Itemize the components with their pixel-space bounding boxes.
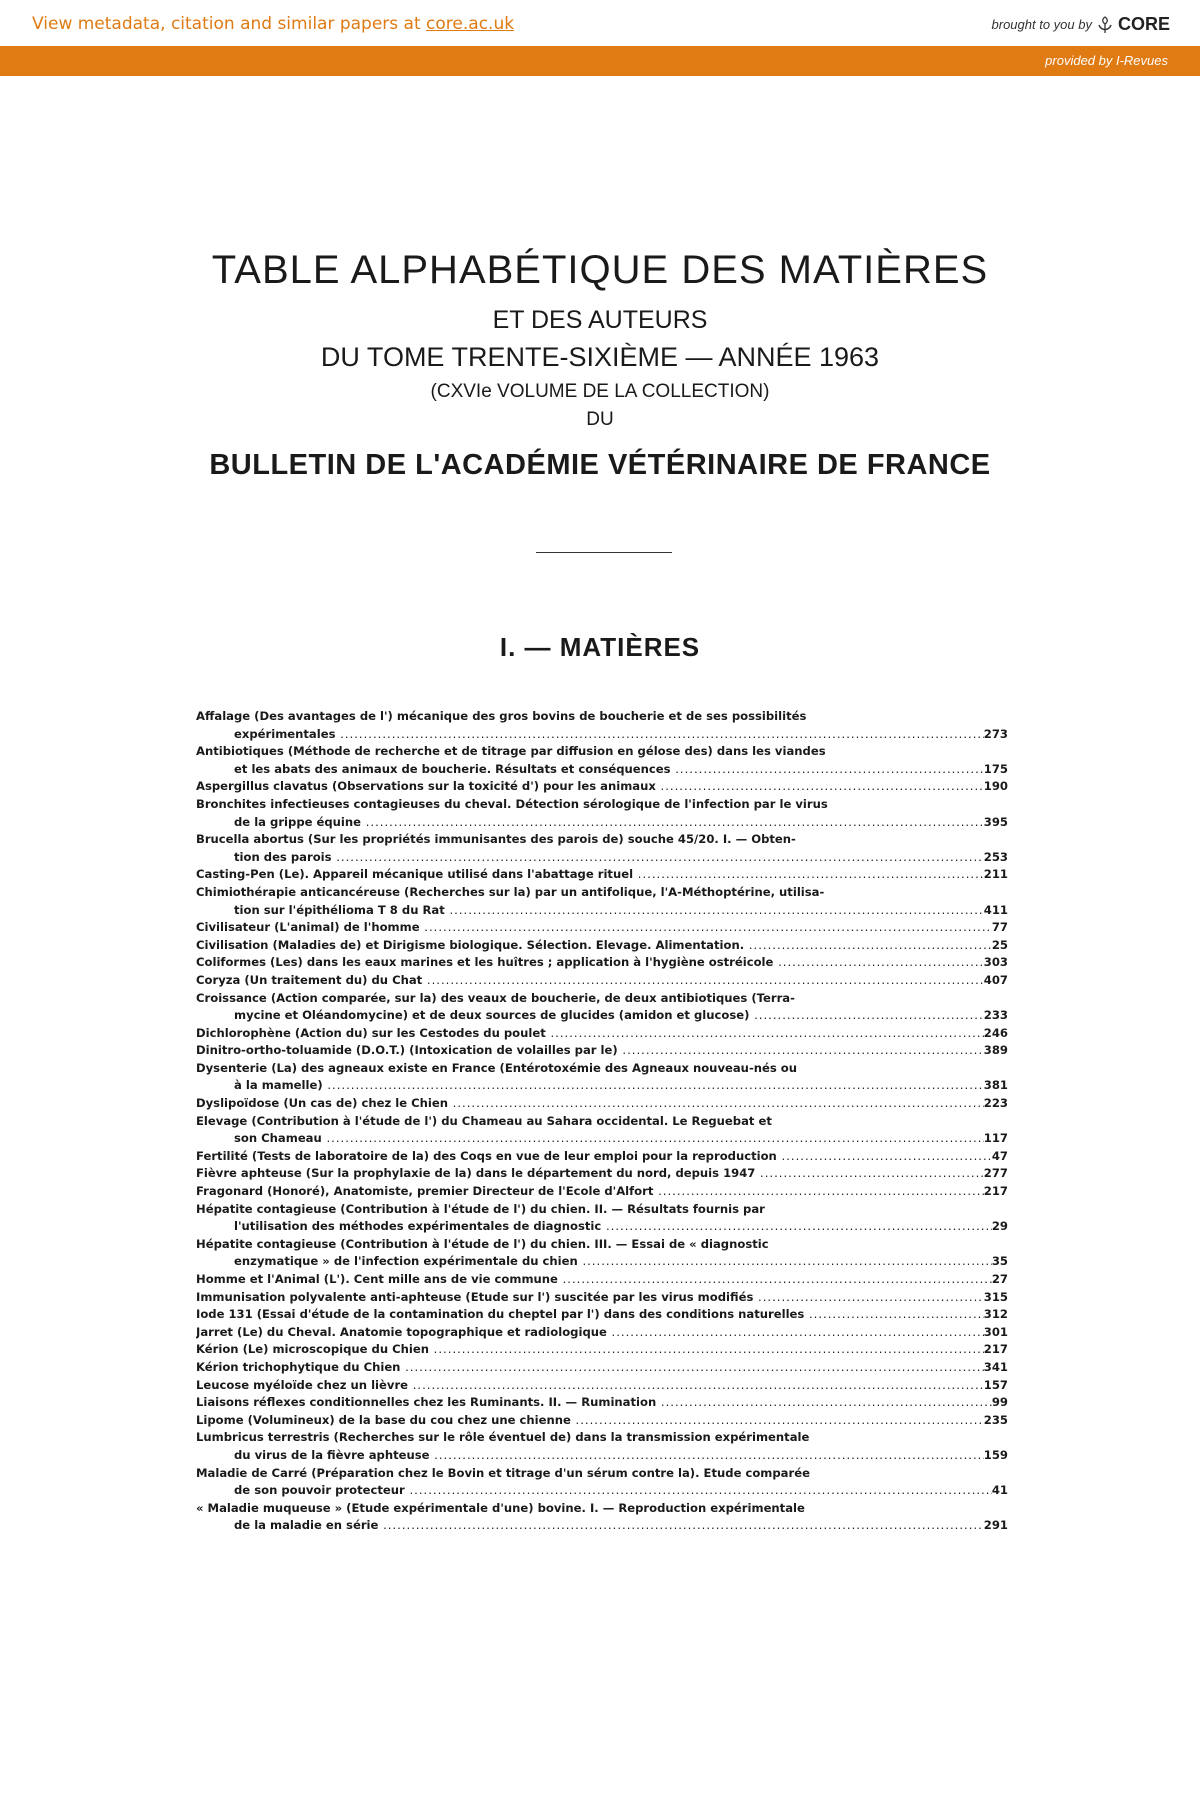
entry-page-number: 41 — [991, 1483, 1008, 1498]
index-entry — [196, 1113, 1008, 1148]
entry-text: Fragonard (Honoré), Anatomiste, premier Directeur de l'Ecole d'Alfort ..... — [196, 1183, 984, 1201]
entry-last-line — [196, 761, 1008, 779]
entry-page-number: 117 — [983, 1131, 1008, 1146]
index-entry — [196, 1324, 1008, 1342]
entry-page-number: 411 — [983, 902, 1008, 917]
entry-last-line — [196, 954, 1008, 972]
entry-page-number: 235 — [983, 1412, 1008, 1427]
entry-text: Dichlorophène (Action du) sur les Cestodes du poulet ..... — [196, 1025, 984, 1043]
entry-last-line — [196, 1447, 1008, 1465]
entry-text: Fertilité (Tests de laboratoire de la) des Coqs en vue de leur emploi pour la reproduction ..... — [196, 1148, 992, 1166]
entry-page-number: 223 — [983, 1096, 1008, 1111]
core-logo-icon — [1096, 15, 1114, 35]
index-entry — [196, 972, 1008, 990]
index-entry — [196, 1095, 1008, 1113]
provider-text[interactable]: provided by I-Revues — [1045, 53, 1168, 68]
entry-last-line — [196, 1377, 1008, 1395]
entry-first-line: « Maladie muqueuse » (Etude expérimentale d'une) bovine. I. — Reproduction expérimentale — [196, 1500, 805, 1515]
index-entry — [196, 1165, 1008, 1183]
entry-page-number: 175 — [983, 761, 1008, 776]
entry-page-number: 277 — [983, 1166, 1008, 1181]
entry-text: Coliformes (Les) dans les eaux marines et les huîtres ; application à l'hygiène ostréicole ..... — [196, 954, 984, 972]
entry-page-number: 211 — [983, 867, 1008, 882]
entry-page-number: 47 — [991, 1148, 1008, 1163]
index-entry — [196, 990, 1008, 1025]
entry-first-line: Hépatite contagieuse (Contribution à l'étude de l') du chien. II. — Résultats fournis par — [196, 1201, 765, 1216]
entry-text: Kérion (Le) microscopique du Chien ..... — [196, 1341, 984, 1359]
entry-first-line: Elevage (Contribution à l'étude de l') du Chameau au Sahara occidental. Le Reguebat et — [196, 1113, 772, 1128]
index-entry — [196, 1465, 1008, 1500]
entry-text: Immunisation polyvalente anti-aphteuse (Etude sur l') suscitée par les virus modifiés ..... — [196, 1289, 984, 1307]
index-entry — [196, 778, 1008, 796]
entry-last-line — [196, 1306, 1008, 1324]
entry-text: Lipome (Volumineux) de la base du cou chez une chienne ..... — [196, 1412, 984, 1430]
entry-last-line — [196, 1148, 1008, 1166]
entry-text: tion sur l'épithélioma T 8 du Rat ..... — [196, 902, 984, 920]
entry-last-line — [196, 1095, 1008, 1113]
brought-text: brought to you by — [991, 17, 1092, 32]
entry-last-line — [196, 1324, 1008, 1342]
index-entry — [196, 884, 1008, 919]
entry-text: à la mamelle) ..... — [196, 1077, 984, 1095]
entry-page-number: 291 — [983, 1518, 1008, 1533]
entry-text: Leucose myéloïde chez un lièvre ..... — [196, 1377, 984, 1395]
entry-first-line: Bronchites infectieuses contagieuses du cheval. Détection sérologique de l'infection par le virus — [196, 796, 828, 811]
entry-last-line — [196, 1165, 1008, 1183]
index-entry — [196, 1060, 1008, 1095]
section-title: I. — MATIÈRES — [499, 632, 701, 662]
entry-text: Dyslipoïdose (Un cas de) chez le Chien ..... — [196, 1095, 984, 1113]
entry-page-number: 246 — [983, 1025, 1008, 1040]
entry-text: de son pouvoir protecteur ..... — [196, 1482, 992, 1500]
index-entry — [196, 1377, 1008, 1395]
entry-last-line — [196, 1183, 1008, 1201]
entry-last-line — [196, 1218, 1008, 1236]
entry-text: enzymatique » de l'infection expérimentale du chien ..... — [196, 1253, 992, 1271]
entry-text: expérimentales ..... — [196, 726, 984, 744]
entry-page-number: 312 — [983, 1307, 1008, 1322]
entry-last-line — [196, 1130, 1008, 1148]
metadata-text: View metadata, citation and similar papers at — [32, 14, 427, 34]
subtitle-authors: ET DES AUTEURS — [492, 306, 708, 334]
entry-text: Liaisons réflexes conditionnelles chez les Ruminants. II. — Rumination ..... — [196, 1394, 992, 1412]
index-entry — [196, 1359, 1008, 1377]
entry-text: Fièvre aphteuse (Sur la prophylaxie de la) dans le département du nord, depuis 1947 ..... — [196, 1165, 984, 1183]
entry-page-number: 395 — [983, 814, 1008, 829]
entry-last-line — [196, 1077, 1008, 1095]
entry-last-line — [196, 726, 1008, 744]
entry-text: mycine et Oléandomycine) et de deux sources de glucides (amidon et glucose) ..... — [196, 1007, 984, 1025]
index-entry — [196, 1289, 1008, 1307]
entry-page-number: 303 — [983, 955, 1008, 970]
entry-last-line — [196, 972, 1008, 990]
index-entry — [196, 954, 1008, 972]
index-entry — [196, 1025, 1008, 1043]
entry-text: Coryza (Un traitement du) du Chat ..... — [196, 972, 984, 990]
entry-page-number: 253 — [983, 849, 1008, 864]
entry-text: Aspergillus clavatus (Observations sur la toxicité d') pour les animaux ..... — [196, 778, 984, 796]
entry-page-number: 27 — [991, 1272, 1008, 1286]
entry-text: Civilisateur (L'animal) de l'homme ..... — [196, 919, 992, 937]
index-entry — [196, 1183, 1008, 1201]
entry-last-line — [196, 902, 1008, 920]
entry-last-line — [196, 1359, 1008, 1377]
index-entry — [196, 866, 1008, 884]
provider-bar — [0, 46, 1200, 76]
entry-last-line — [196, 814, 1008, 832]
core-banner — [0, 0, 1200, 46]
entry-text: Dinitro-ortho-toluamide (D.O.T.) (Intoxication de volailles par le) ..... — [196, 1042, 984, 1060]
entry-text: tion des parois ..... — [196, 849, 984, 867]
subtitle-du: DU — [586, 409, 614, 430]
index-entry — [196, 1042, 1008, 1060]
entry-text: de la maladie en série ..... — [196, 1517, 984, 1535]
entry-page-number: 190 — [983, 779, 1008, 794]
entry-text: du virus de la fièvre aphteuse ..... — [196, 1447, 984, 1465]
entry-text: Casting-Pen (Le). Appareil mécanique utilisé dans l'abattage rituel ..... — [196, 866, 984, 884]
index-entry — [196, 1412, 1008, 1430]
entry-text: de la grippe équine ..... — [196, 814, 984, 832]
entry-text: Kérion trichophytique du Chien ..... — [196, 1359, 984, 1377]
entry-last-line — [196, 919, 1008, 937]
entry-page-number: 233 — [983, 1008, 1008, 1023]
entry-page-number: 159 — [983, 1447, 1008, 1462]
entry-first-line: Brucella abortus (Sur les propriétés immunisantes des parois de) souche 45/20. I. — Obten- — [196, 832, 796, 847]
entry-last-line — [196, 778, 1008, 796]
index-entry — [196, 1394, 1008, 1412]
entry-page-number: 407 — [983, 972, 1008, 987]
entry-first-line: Affalage (Des avantages de l') mécanique des gros bovins de boucherie et de ses possibilités — [196, 709, 807, 723]
entry-page-number: 217 — [983, 1342, 1008, 1357]
divider — [536, 552, 672, 553]
entry-page-number: 25 — [991, 937, 1008, 952]
subtitle-volume: (CXVIe VOLUME DE LA COLLECTION) — [430, 381, 770, 402]
index-entry — [196, 831, 1008, 866]
core-logo-text[interactable]: CORE — [1117, 14, 1170, 34]
entry-first-line: Lumbricus terrestris (Recherches sur le rôle éventuel de) dans la transmission expérimentale — [196, 1430, 810, 1445]
index-entry — [196, 1500, 1008, 1535]
entry-last-line — [196, 1007, 1008, 1025]
index-entry — [196, 919, 1008, 937]
bulletin-title: BULLETIN DE L'ACADÉMIE VÉTÉRINAIRE DE FRANCE — [209, 449, 991, 481]
entry-page-number: 301 — [983, 1324, 1008, 1339]
entry-page-number: 99 — [991, 1395, 1008, 1410]
entry-first-line: Maladie de Carré (Préparation chez le Bovin et titrage d'un sérum contre la). Etude comparée — [196, 1465, 810, 1480]
entry-page-number: 77 — [991, 920, 1008, 935]
entry-text: l'utilisation des méthodes expérimentales de diagnostic ..... — [196, 1218, 992, 1236]
core-link[interactable]: core.ac.uk — [426, 14, 515, 34]
entry-last-line — [196, 1482, 1008, 1500]
index-entry — [196, 1429, 1008, 1464]
entry-page-number: 341 — [983, 1359, 1008, 1374]
entry-last-line — [196, 1394, 1008, 1412]
entry-text: Homme et l'Animal (L'). Cent mille ans de vie commune ..... — [196, 1271, 992, 1289]
index-entry — [196, 796, 1008, 831]
entry-last-line — [196, 1412, 1008, 1430]
entry-last-line — [196, 1289, 1008, 1307]
index-entry — [196, 1236, 1008, 1271]
subtitle-tome: DU TOME TRENTE-SIXIÈME — ANNÉE 1963 — [320, 342, 880, 372]
entry-last-line — [196, 1253, 1008, 1271]
entry-last-line — [196, 866, 1008, 884]
entry-first-line: Antibiotiques (Méthode de recherche et de titrage par diffusion en gélose des) dans les viandes — [196, 744, 826, 759]
index-entry — [196, 1148, 1008, 1166]
entry-text: Civilisation (Maladies de) et Dirigisme biologique. Sélection. Elevage. Alimentation. ..... — [196, 937, 992, 955]
entry-page-number: 381 — [983, 1078, 1008, 1093]
entry-first-line: Croissance (Action comparée, sur la) des veaux de boucherie, de deux antibiotiques (Terra- — [196, 990, 795, 1005]
entry-first-line: Chimiothérapie anticancéreuse (Recherches sur la) par un antifolique, l'A-Méthoptérine, utilisa- — [196, 884, 825, 899]
entry-text: son Chameau ..... — [196, 1130, 984, 1148]
index-entry — [196, 708, 1008, 743]
entry-page-number: 315 — [983, 1289, 1008, 1304]
entry-page-number: 157 — [983, 1377, 1008, 1392]
index-entry — [196, 1341, 1008, 1359]
entry-last-line — [196, 1025, 1008, 1043]
entry-page-number: 217 — [983, 1184, 1008, 1199]
entry-last-line — [196, 1341, 1008, 1359]
main-title: TABLE ALPHABÉTIQUE DES MATIÈRES — [211, 248, 989, 292]
entry-last-line — [196, 849, 1008, 867]
entry-text: et les abats des animaux de boucherie. Résultats et conséquences ..... — [196, 761, 984, 779]
entry-first-line: Dysenterie (La) des agneaux existe en France (Entérotoxémie des Agneaux nouveau-nés ou — [196, 1060, 798, 1075]
entry-text: Jarret (Le) du Cheval. Anatomie topographique et radiologique ..... — [196, 1324, 984, 1342]
entry-page-number: 29 — [991, 1219, 1008, 1234]
entry-first-line: Hépatite contagieuse (Contribution à l'étude de l') du chien. III. — Essai de « diagnostic — [196, 1236, 769, 1251]
index-entry — [196, 743, 1008, 778]
index-entries — [196, 708, 1008, 1535]
entry-page-number: 389 — [983, 1043, 1008, 1058]
title-block — [0, 245, 1200, 485]
entry-page-number: 273 — [983, 726, 1008, 741]
entry-text: Iode 131 (Essai d'étude de la contamination du cheptel par l') dans des conditions naturelles ..... — [196, 1306, 984, 1324]
entry-page-number: 35 — [991, 1254, 1008, 1269]
entry-last-line — [196, 1517, 1008, 1535]
metadata-notice — [32, 14, 514, 34]
index-entry — [196, 1306, 1008, 1324]
brought-by — [992, 14, 1170, 35]
entry-last-line — [196, 937, 1008, 955]
entry-last-line — [196, 1271, 1008, 1289]
index-entry — [196, 1271, 1008, 1289]
index-entry — [196, 937, 1008, 955]
index-entry — [196, 1201, 1008, 1236]
entry-last-line — [196, 1042, 1008, 1060]
